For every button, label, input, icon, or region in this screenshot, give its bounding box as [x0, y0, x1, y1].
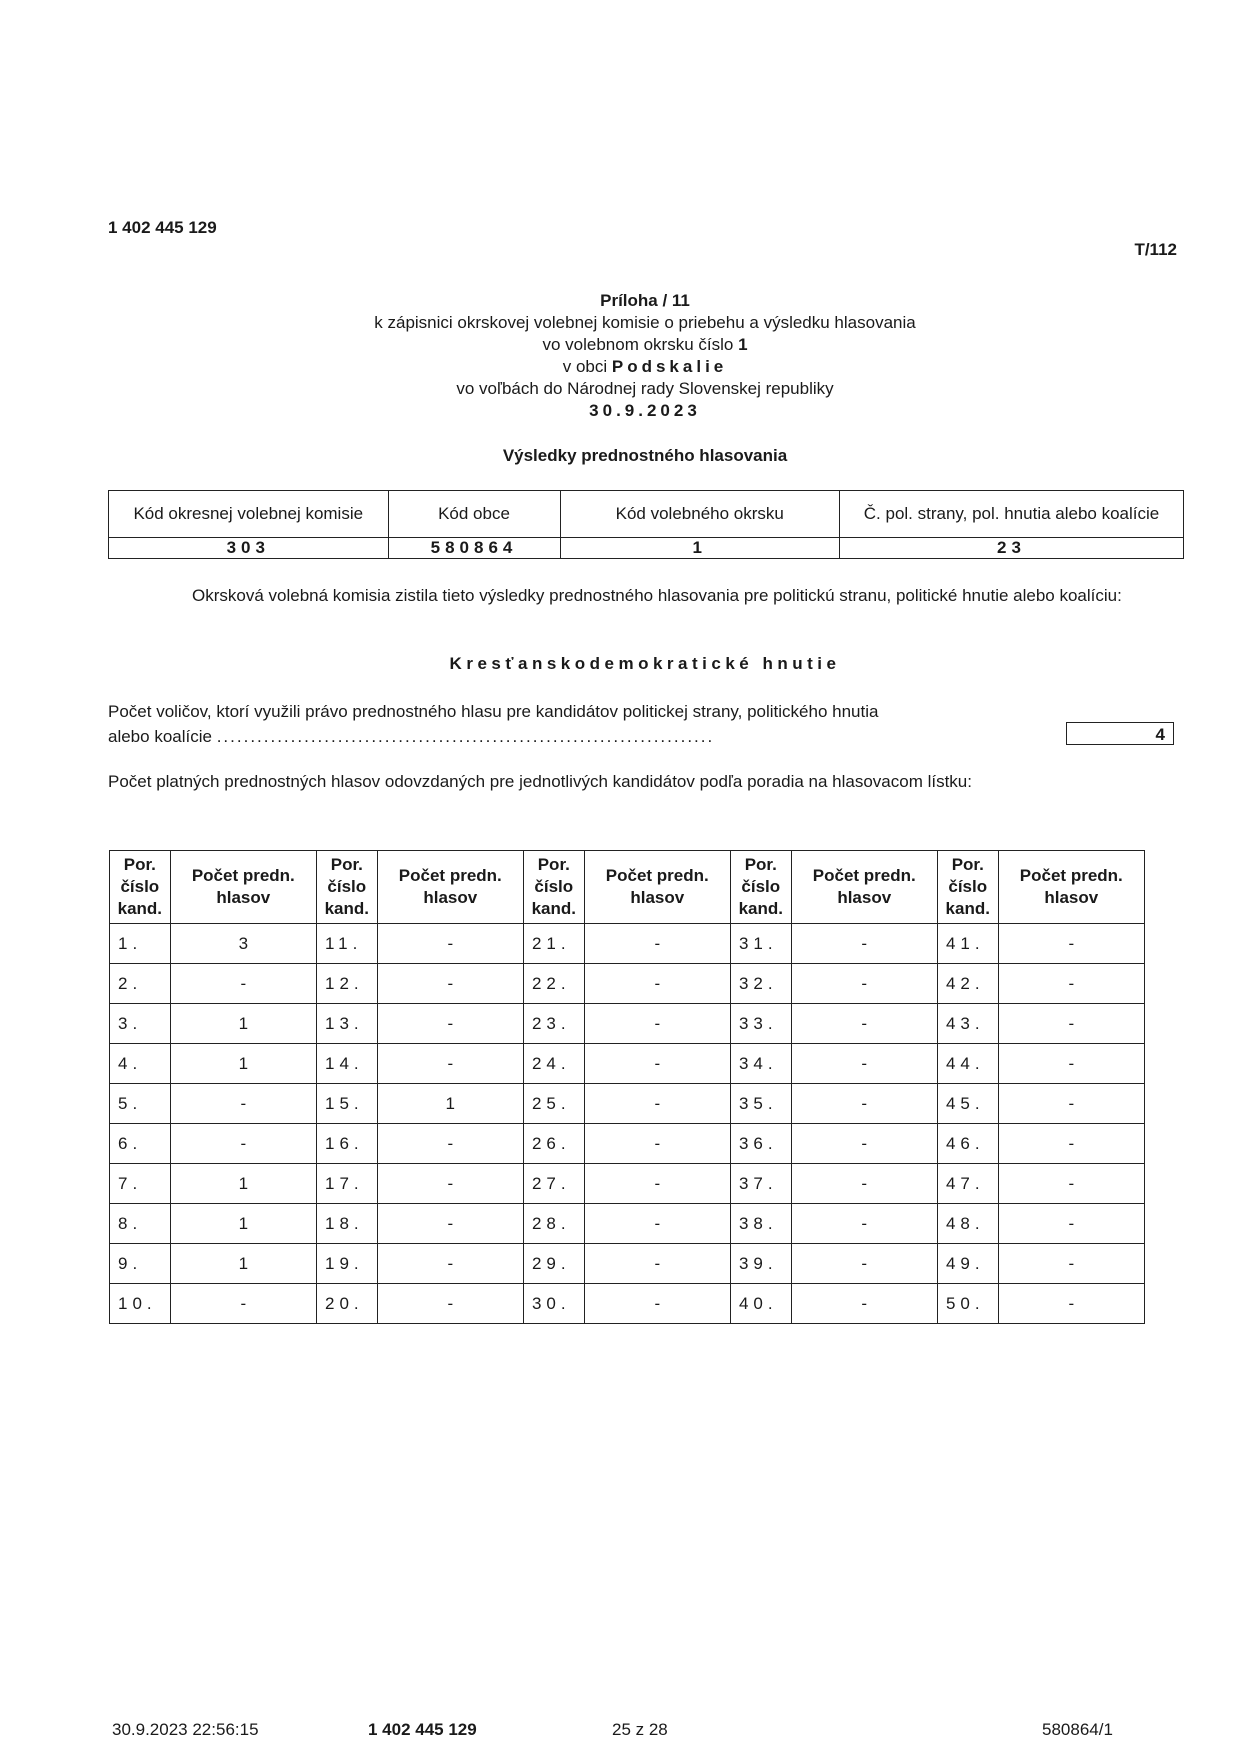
candidate-number: 5.: [110, 1084, 171, 1124]
candidate-number: 17.: [316, 1164, 377, 1204]
candidate-number: 44.: [937, 1044, 998, 1084]
code-header-party-number: Č. pol. strany, pol. hnutia alebo koalície: [840, 491, 1184, 538]
candidate-votes: 1: [170, 1004, 316, 1044]
candidate-votes: -: [170, 1124, 316, 1164]
candidate-votes: -: [170, 1084, 316, 1124]
candidate-number: 21.: [523, 924, 584, 964]
candidate-number: 10.: [110, 1284, 171, 1324]
footer-timestamp: 30.9.2023 22:56:15: [112, 1720, 259, 1739]
candidate-number: 39.: [730, 1244, 791, 1284]
candidate-votes: -: [170, 1284, 316, 1324]
candidate-number: 24.: [523, 1044, 584, 1084]
header-preferential-votes-line: hlasov: [630, 888, 685, 907]
candidate-number: 27.: [523, 1164, 584, 1204]
header-preferential-votes-line: hlasov: [423, 888, 478, 907]
form-code: T/112: [1134, 240, 1177, 259]
candidate-votes: 1: [170, 1204, 316, 1244]
table-row: [110, 1084, 1145, 1124]
candidate-number: 47.: [937, 1164, 998, 1204]
header-candidate-number-line: číslo: [948, 877, 988, 896]
candidate-votes: -: [791, 1004, 937, 1044]
district-number: 1: [738, 335, 748, 354]
candidate-number: 3.: [110, 1004, 171, 1044]
candidate-number: 32.: [730, 964, 791, 1004]
table-row: [110, 1244, 1145, 1284]
municipality-name: Podskalie: [611, 357, 728, 376]
candidate-number: 42.: [937, 964, 998, 1004]
candidate-votes: -: [377, 1044, 523, 1084]
candidate-votes: -: [377, 964, 523, 1004]
candidate-votes: -: [998, 1284, 1144, 1324]
candidate-votes: -: [377, 1204, 523, 1244]
voters-count-box: 4: [1066, 722, 1174, 745]
voters-text-line-2-label: alebo koalície: [108, 727, 212, 746]
candidate-number: 36.: [730, 1124, 791, 1164]
candidate-number: 26.: [523, 1124, 584, 1164]
candidate-number: 20.: [316, 1284, 377, 1324]
voters-text-line-2: [108, 724, 1018, 749]
candidate-votes: -: [791, 1084, 937, 1124]
candidate-number: 34.: [730, 1044, 791, 1084]
header-candidate-number-line: kand.: [531, 899, 576, 918]
header-preferential-votes: [791, 851, 937, 924]
candidate-votes: -: [170, 964, 316, 1004]
header-preferential-votes-line: Počet predn.: [812, 866, 916, 885]
intro-text: Okrsková volebná komisia zistila tieto výsledky prednostného hlasovania pre politickú stranu, politické hnutie alebo koalíciu:: [192, 586, 1122, 605]
header-candidate-number-line: Por.: [951, 855, 984, 874]
candidate-number: 31.: [730, 924, 791, 964]
code-value-voting-district: 1: [560, 538, 840, 559]
candidate-number: 48.: [937, 1204, 998, 1244]
header-preferential-votes: [377, 851, 523, 924]
header-preferential-votes-line: Počet predn.: [398, 866, 502, 885]
document-header: [0, 290, 1241, 422]
candidate-votes: -: [584, 1044, 730, 1084]
header-line-4: vo voľbách do Národnej rady Slovenskej republiky: [456, 379, 834, 398]
header-preferential-votes-line: hlasov: [837, 888, 892, 907]
candidate-number: 12.: [316, 964, 377, 1004]
candidate-votes: -: [791, 964, 937, 1004]
candidate-votes: -: [998, 1244, 1144, 1284]
document-number: 1 402 445 129: [108, 218, 217, 237]
header-candidate-number-line: kand.: [117, 899, 163, 918]
candidate-number: 35.: [730, 1084, 791, 1124]
candidate-votes: -: [584, 964, 730, 1004]
header-candidate-number-line: Por.: [744, 855, 777, 874]
candidate-votes: -: [377, 1124, 523, 1164]
header-candidate-number-line: Por.: [123, 855, 156, 874]
header-candidate-number-line: číslo: [741, 877, 781, 896]
candidate-votes: -: [791, 1044, 937, 1084]
annex-title: Príloha / 11: [600, 291, 690, 310]
candidate-votes: -: [791, 1284, 937, 1324]
voters-text: [108, 699, 1018, 749]
code-value-party-number: 23: [840, 538, 1184, 559]
table-row: [110, 1004, 1145, 1044]
header-candidate-number-line: číslo: [534, 877, 574, 896]
candidate-votes: -: [584, 1284, 730, 1324]
candidate-votes: -: [377, 1004, 523, 1044]
header-candidate-number-line: Por.: [537, 855, 570, 874]
candidate-votes: -: [791, 1124, 937, 1164]
candidate-number: 49.: [937, 1244, 998, 1284]
header-preferential-votes-line: hlasov: [216, 888, 271, 907]
candidate-number: 16.: [316, 1124, 377, 1164]
candidate-votes: -: [584, 1204, 730, 1244]
preferential-votes-table: [109, 850, 1145, 1324]
candidate-votes: -: [998, 924, 1144, 964]
codes-table: [108, 490, 1184, 559]
candidate-number: 9.: [110, 1244, 171, 1284]
candidate-number: 46.: [937, 1124, 998, 1164]
candidate-votes: -: [377, 1244, 523, 1284]
candidate-votes: -: [584, 1084, 730, 1124]
candidate-votes: -: [584, 924, 730, 964]
results-note: Počet platných prednostných hlasov odovzdaných pre jednotlivých kandidátov podľa poradia na hlasovacom lístku:: [108, 772, 972, 791]
candidate-number: 19.: [316, 1244, 377, 1284]
district-label: vo volebnom okrsku číslo: [542, 335, 739, 354]
header-line-2: [0, 334, 1241, 356]
table-row: [110, 1204, 1145, 1244]
footer-code: 580864/1: [1042, 1720, 1113, 1739]
candidate-number: 11.: [316, 924, 377, 964]
municipality-label: v obci: [562, 357, 612, 376]
table-row: [110, 1124, 1145, 1164]
candidate-votes: -: [584, 1244, 730, 1284]
candidate-number: 38.: [730, 1204, 791, 1244]
header-preferential-votes-line: hlasov: [1044, 888, 1099, 907]
party-name: Kresťanskodemokratické hnutie: [449, 654, 841, 673]
candidate-votes: -: [377, 1164, 523, 1204]
candidate-votes: -: [998, 1044, 1144, 1084]
candidate-votes: -: [998, 1004, 1144, 1044]
candidate-votes: -: [791, 924, 937, 964]
candidate-number: 18.: [316, 1204, 377, 1244]
header-candidate-number-line: kand.: [945, 899, 990, 918]
candidate-number: 28.: [523, 1204, 584, 1244]
candidate-number: 29.: [523, 1244, 584, 1284]
header-preferential-votes: [998, 851, 1144, 924]
header-candidate-number: [937, 851, 998, 924]
candidate-votes: 1: [377, 1084, 523, 1124]
candidate-number: 45.: [937, 1084, 998, 1124]
voters-text-line-1: Počet voličov, ktorí využili právo prednostného hlasu pre kandidátov politickej strany, politického hnutia: [108, 702, 879, 721]
candidate-number: 37.: [730, 1164, 791, 1204]
table-row: [110, 1164, 1145, 1204]
header-candidate-number: [110, 851, 171, 924]
header-candidate-number: [523, 851, 584, 924]
table-row: [110, 1044, 1145, 1084]
header-preferential-votes: [170, 851, 316, 924]
header-preferential-votes-line: Počet predn.: [605, 866, 709, 885]
section-title: Výsledky prednostného hlasovania: [502, 446, 788, 465]
code-header-district-commission: Kód okresnej volebnej komisie: [109, 491, 389, 538]
election-date: 30.9.2023: [589, 401, 701, 420]
candidate-votes: -: [791, 1164, 937, 1204]
candidate-votes: -: [791, 1244, 937, 1284]
candidate-votes: -: [791, 1204, 937, 1244]
candidate-votes: -: [377, 1284, 523, 1324]
footer-page-number: 25 z 28: [612, 1720, 668, 1739]
candidate-number: 1.: [110, 924, 171, 964]
header-line-1: k zápisnici okrskovej volebnej komisie o priebehu a výsledku hlasovania: [374, 313, 916, 332]
code-header-voting-district: Kód volebného okrsku: [560, 491, 840, 538]
header-candidate-number-line: Por.: [330, 855, 363, 874]
candidate-votes: -: [377, 924, 523, 964]
header-preferential-votes-line: Počet predn.: [191, 866, 295, 885]
candidate-number: 2.: [110, 964, 171, 1004]
candidate-votes: -: [584, 1164, 730, 1204]
candidate-number: 22.: [523, 964, 584, 1004]
candidate-votes: -: [584, 1124, 730, 1164]
candidate-votes: 3: [170, 924, 316, 964]
table-row: [110, 1284, 1145, 1324]
candidate-number: 13.: [316, 1004, 377, 1044]
header-candidate-number-line: číslo: [120, 877, 160, 896]
candidate-number: 30.: [523, 1284, 584, 1324]
candidate-votes: -: [998, 1124, 1144, 1164]
candidate-votes: -: [998, 1204, 1144, 1244]
candidate-votes: -: [998, 964, 1144, 1004]
candidate-votes: 1: [170, 1244, 316, 1284]
candidate-number: 14.: [316, 1044, 377, 1084]
header-preferential-votes: [584, 851, 730, 924]
candidate-number: 25.: [523, 1084, 584, 1124]
dot-leader: ..........................................................................: [216, 727, 715, 746]
candidate-votes: 1: [170, 1044, 316, 1084]
header-preferential-votes-line: Počet predn.: [1019, 866, 1123, 885]
candidate-number: 40.: [730, 1284, 791, 1324]
candidate-number: 33.: [730, 1004, 791, 1044]
candidate-number: 7.: [110, 1164, 171, 1204]
results-header-row: [110, 851, 1145, 924]
footer-document-number: 1 402 445 129: [368, 1720, 477, 1739]
header-candidate-number-line: kand.: [324, 899, 369, 918]
code-value-district-commission: 303: [109, 538, 389, 559]
code-value-municipality: 580864: [388, 538, 560, 559]
candidate-number: 6.: [110, 1124, 171, 1164]
header-candidate-number: [730, 851, 791, 924]
header-candidate-number-line: číslo: [327, 877, 367, 896]
candidate-number: 4.: [110, 1044, 171, 1084]
header-line-3: [0, 356, 1241, 378]
candidate-number: 50.: [937, 1284, 998, 1324]
code-header-municipality: Kód obce: [388, 491, 560, 538]
candidate-number: 15.: [316, 1084, 377, 1124]
header-candidate-number: [316, 851, 377, 924]
candidate-votes: 1: [170, 1164, 316, 1204]
candidate-number: 43.: [937, 1004, 998, 1044]
candidate-number: 8.: [110, 1204, 171, 1244]
table-row: [110, 964, 1145, 1004]
candidate-number: 41.: [937, 924, 998, 964]
candidate-votes: -: [584, 1004, 730, 1044]
candidate-votes: -: [998, 1084, 1144, 1124]
header-candidate-number-line: kand.: [738, 899, 783, 918]
candidate-votes: -: [998, 1164, 1144, 1204]
table-row: [110, 924, 1145, 964]
candidate-number: 23.: [523, 1004, 584, 1044]
